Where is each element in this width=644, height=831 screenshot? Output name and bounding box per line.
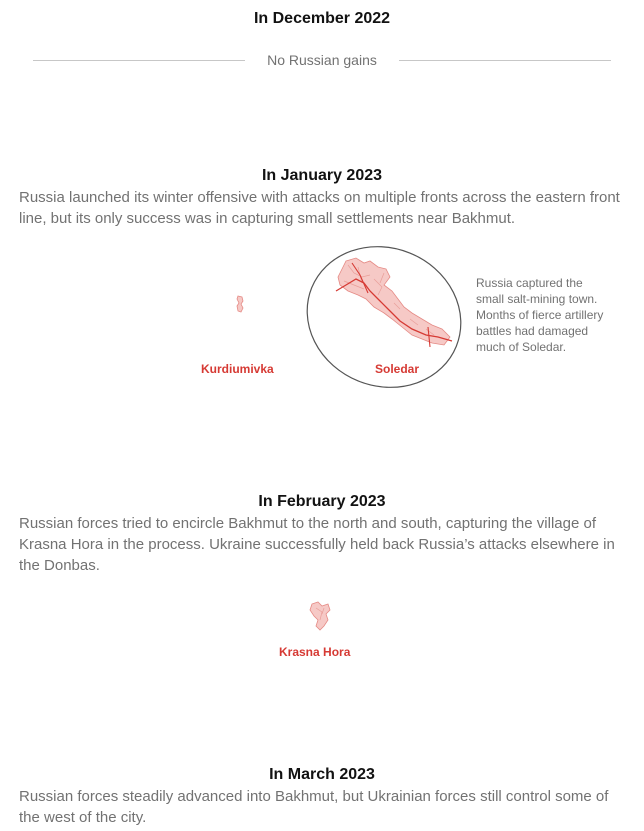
february-heading: In February 2023: [258, 493, 386, 510]
december-heading: In December 2022: [253, 10, 391, 27]
no-gains-label: No Russian gains: [267, 52, 377, 68]
krasna-hora-label: Krasna Hora: [279, 645, 351, 659]
kurdiumivka-label: Kurdiumivka: [201, 362, 274, 376]
february-map: [0, 596, 644, 666]
soledar-gain-area: [334, 255, 456, 355]
no-gains-divider: [33, 50, 611, 70]
february-body: Russian forces tried to encircle Bakhmut to the north and south, capturing the village of Krasna Hora in the process. Ukraine successfully held back Russia’s attacks elsewhere in the Donbas.: [19, 515, 615, 574]
january-heading: In January 2023: [261, 167, 383, 184]
krasna-hora-gain-area: [308, 600, 332, 632]
soledar-label: Soledar: [375, 362, 420, 376]
march-body: Russian forces steadily advanced into Bakhmut, but Ukrainian forces still control some of the west of the city.: [19, 788, 609, 826]
soledar-annotation: Russia captured the small salt-mining town. Months of fierce artillery battles had damaged much of Soledar.: [476, 276, 604, 354]
march-heading: In March 2023: [269, 766, 375, 783]
kurdiumivka-gain-area: [235, 295, 245, 315]
january-map: [0, 235, 644, 395]
january-body: Russia launched its winter offensive with attacks on multiple fronts across the eastern front line, but its only success was in capturing small settlements near Bakhmut.: [19, 189, 620, 227]
